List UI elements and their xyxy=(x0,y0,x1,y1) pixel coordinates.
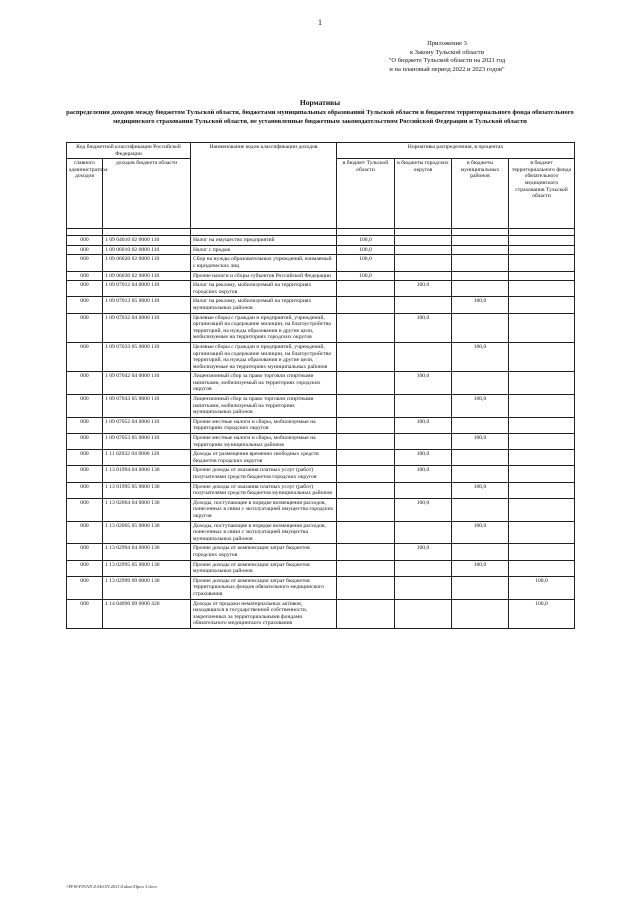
row-district-norm xyxy=(452,255,509,271)
row-name: Сбор на нужды образовательных учреждений, взимаемый с юридических лиц xyxy=(191,255,337,271)
row-region-norm xyxy=(337,297,395,313)
row-code: 1 09 06030 02 0000 110 xyxy=(103,271,191,281)
document-subtitle: распределения доходов между бюджетом Тульской области, бюджетами муниципальных образований Тульской области и бюджетом территориального фонда обязательного медицинского страхования Тульской области, не установленные бюджетным законодательством Российской Федерации и Тульской области xyxy=(66,109,574,125)
row-admin: 000 xyxy=(67,498,103,521)
row-region-norm xyxy=(337,521,395,544)
table-body xyxy=(67,229,575,629)
header-col-city: в бюджеты городских округов xyxy=(395,159,452,229)
row-region-norm: 100,0 xyxy=(337,271,395,281)
row-name: Прочие доходы от оказания платных услуг (работ) получателями средств бюджетов муниципальных районов xyxy=(191,482,337,498)
row-city-norm: 100,0 xyxy=(395,372,452,395)
row-fund-norm xyxy=(509,450,575,466)
row-city-norm: 100,0 xyxy=(395,450,452,466)
table-row xyxy=(67,576,575,599)
row-admin: 000 xyxy=(67,236,103,246)
row-code: 1 09 07033 05 0000 110 xyxy=(103,342,191,371)
row-name: Прочие доходы от оказания платных услуг (работ) получателями средств бюджетов городских округов xyxy=(191,466,337,482)
row-name: Прочие доходы от компенсации затрат бюджетов городских округов xyxy=(191,544,337,560)
appendix-line: "О бюджете Тульской области на 2021 год xyxy=(388,57,506,64)
row-name: Доходы от размещения временно свободных средств бюджетов городских округов xyxy=(191,450,337,466)
row-admin: 000 xyxy=(67,450,103,466)
row-region-norm xyxy=(337,434,395,450)
row-code: 1 09 07013 05 0000 110 xyxy=(103,297,191,313)
row-code: 1 11 02032 04 0000 120 xyxy=(103,450,191,466)
row-city-norm xyxy=(395,342,452,371)
row-district-norm xyxy=(452,281,509,297)
row-region-norm xyxy=(337,599,395,628)
row-code: 1 13 01995 05 0000 130 xyxy=(103,482,191,498)
row-code: 1 13 01994 04 0000 130 xyxy=(103,466,191,482)
row-name: Налог на рекламу, мобилизуемый на территориях городских округов xyxy=(191,281,337,297)
row-district-norm: 100,0 xyxy=(452,342,509,371)
row-fund-norm xyxy=(509,521,575,544)
table-row xyxy=(67,466,575,482)
norms-table xyxy=(66,142,575,629)
row-region-norm: 100,0 xyxy=(337,245,395,255)
row-city-norm: 100,0 xyxy=(395,281,452,297)
table-row xyxy=(67,236,575,246)
row-code: 1 14 04090 09 0000 420 xyxy=(103,599,191,628)
header-norms-group: Нормативы распределения, в процентах xyxy=(337,143,575,159)
row-name: Лицензионный сбор за право торговли спиртными напитками, мобилизуемый на территориях городских округов xyxy=(191,372,337,395)
row-fund-norm xyxy=(509,434,575,450)
row-fund-norm xyxy=(509,498,575,521)
row-district-norm xyxy=(452,450,509,466)
row-city-norm: 100,0 xyxy=(395,466,452,482)
row-code: 1 13 02999 09 0000 130 xyxy=(103,576,191,599)
row-district-norm xyxy=(452,372,509,395)
table-row xyxy=(67,599,575,628)
row-district-norm xyxy=(452,466,509,482)
row-fund-norm xyxy=(509,281,575,297)
row-admin: 000 xyxy=(67,560,103,576)
row-region-norm xyxy=(337,372,395,395)
row-code: 1 09 07012 04 0000 110 xyxy=(103,281,191,297)
row-city-norm: 100,0 xyxy=(395,498,452,521)
row-code: 1 13 02995 05 0000 130 xyxy=(103,560,191,576)
row-name: Доходы от продажи нематериальных активов, находящихся в государственной собственности, закрепленных за территориальными фондами обязательного медицинского страхования xyxy=(191,599,337,628)
appendix-line: Приложение 3 xyxy=(427,40,467,47)
header-row-top xyxy=(67,143,575,159)
row-region-norm xyxy=(337,417,395,433)
spacer-row xyxy=(67,229,575,236)
row-admin: 000 xyxy=(67,297,103,313)
row-admin: 000 xyxy=(67,271,103,281)
row-fund-norm xyxy=(509,313,575,342)
row-code: 1 09 07052 04 0000 110 xyxy=(103,417,191,433)
row-name: Доходы, поступающие в порядке возмещения расходов, понесенных в связи с эксплуатацией имущества муниципальных районов xyxy=(191,521,337,544)
row-region-norm xyxy=(337,498,395,521)
row-name: Прочие налоги и сборы субъектов Российской Федерации xyxy=(191,271,337,281)
row-district-norm: 100,0 xyxy=(452,297,509,313)
row-city-norm xyxy=(395,255,452,271)
row-code: 1 09 06010 02 0000 110 xyxy=(103,245,191,255)
table-row xyxy=(67,313,575,342)
header-income-code: доходов бюджета области xyxy=(103,159,191,229)
header-col-fund: в бюджет территориального фонда обязательного медицинского страхования Тульской области xyxy=(509,159,575,229)
table-row xyxy=(67,450,575,466)
row-fund-norm xyxy=(509,560,575,576)
table-row xyxy=(67,271,575,281)
row-fund-norm xyxy=(509,417,575,433)
row-name: Целевые сборы с граждан и предприятий, учреждений, организаций на содержание милиции, на благоустройство территорий, на нужды образования и другие цели, мобилизуемые на территориях муниципальных районов xyxy=(191,342,337,371)
row-admin: 000 xyxy=(67,599,103,628)
row-city-norm xyxy=(395,236,452,246)
row-region-norm xyxy=(337,576,395,599)
row-city-norm xyxy=(395,297,452,313)
row-district-norm xyxy=(452,245,509,255)
row-name: Прочие местные налоги и сборы, мобилизуемые на территориях городских округов xyxy=(191,417,337,433)
row-district-norm xyxy=(452,236,509,246)
row-admin: 000 xyxy=(67,417,103,433)
row-region-norm: 100,0 xyxy=(337,236,395,246)
row-fund-norm xyxy=(509,466,575,482)
row-city-norm: 100,0 xyxy=(395,313,452,342)
row-city-norm xyxy=(395,482,452,498)
header-col-region: в бюджет Тульской области xyxy=(337,159,395,229)
row-admin: 000 xyxy=(67,281,103,297)
appendix-header xyxy=(352,40,542,74)
row-admin: 000 xyxy=(67,395,103,418)
row-fund-norm xyxy=(509,372,575,395)
row-fund-norm xyxy=(509,544,575,560)
row-name: Целевые сборы с граждан и предприятий, учреждений, организаций на содержание милиции, на благоустройство территорий, на нужды образования и другие цели, мобилизуемые на территориях городских округов xyxy=(191,313,337,342)
row-fund-norm xyxy=(509,245,575,255)
row-admin: 000 xyxy=(67,434,103,450)
row-code: 1 13 02994 04 0000 130 xyxy=(103,544,191,560)
row-fund-norm xyxy=(509,236,575,246)
row-code: 1 13 02064 04 0000 130 xyxy=(103,498,191,521)
table-row xyxy=(67,417,575,433)
row-city-norm xyxy=(395,599,452,628)
row-admin: 000 xyxy=(67,313,103,342)
row-name: Прочие доходы от компенсации затрат бюджетов муниципальных районов xyxy=(191,560,337,576)
table-row xyxy=(67,544,575,560)
row-fund-norm xyxy=(509,297,575,313)
row-district-norm xyxy=(452,544,509,560)
row-name: Прочие местные налоги и сборы, мобилизуемые на территориях муниципальных районов xyxy=(191,434,337,450)
row-city-norm xyxy=(395,395,452,418)
appendix-line: и на плановый период 2022 и 2023 годов" xyxy=(389,65,505,73)
table-row xyxy=(67,297,575,313)
row-city-norm: 100,0 xyxy=(395,417,452,433)
row-region-norm xyxy=(337,342,395,371)
file-path-footer: \\PFIS\FINAN\ZAKON\2021\Zakon\Прил 3.docx xyxy=(66,884,158,889)
row-admin: 000 xyxy=(67,255,103,271)
table-row xyxy=(67,434,575,450)
row-admin: 000 xyxy=(67,482,103,498)
header-col-district: в бюджеты муниципальных районов xyxy=(452,159,509,229)
row-admin: 000 xyxy=(67,372,103,395)
page-number: 1 xyxy=(318,18,322,27)
header-name: Наименование кодов классификации доходов xyxy=(191,143,337,229)
row-code: 1 09 07053 05 0000 110 xyxy=(103,434,191,450)
row-district-norm xyxy=(452,313,509,342)
row-fund-norm xyxy=(509,482,575,498)
row-fund-norm xyxy=(509,271,575,281)
row-fund-norm: 100,0 xyxy=(509,599,575,628)
table-row xyxy=(67,482,575,498)
row-name: Лицензионный сбор за право торговли спиртными напитками, мобилизуемый на территориях муниципальных районов xyxy=(191,395,337,418)
row-code: 1 09 07042 04 0000 110 xyxy=(103,372,191,395)
row-region-norm xyxy=(337,395,395,418)
table-row xyxy=(67,395,575,418)
table-row xyxy=(67,560,575,576)
row-city-norm xyxy=(395,271,452,281)
table-row xyxy=(67,521,575,544)
row-district-norm xyxy=(452,599,509,628)
table-row xyxy=(67,498,575,521)
row-region-norm xyxy=(337,482,395,498)
row-region-norm xyxy=(337,560,395,576)
row-district-norm xyxy=(452,271,509,281)
row-district-norm: 100,0 xyxy=(452,521,509,544)
row-admin: 000 xyxy=(67,576,103,599)
row-code: 1 13 02065 05 0000 130 xyxy=(103,521,191,544)
row-name: Налог на имущество предприятий xyxy=(191,236,337,246)
row-fund-norm xyxy=(509,342,575,371)
table-row xyxy=(67,372,575,395)
row-district-norm: 100,0 xyxy=(452,395,509,418)
table-row xyxy=(67,281,575,297)
row-city-norm xyxy=(395,245,452,255)
row-city-norm xyxy=(395,576,452,599)
row-region-norm xyxy=(337,466,395,482)
appendix-line: к Закону Тульской области xyxy=(410,48,484,56)
row-admin: 000 xyxy=(67,342,103,371)
row-fund-norm: 100,0 xyxy=(509,576,575,599)
row-district-norm: 100,0 xyxy=(452,482,509,498)
table-row xyxy=(67,342,575,371)
row-region-norm: 100,0 xyxy=(337,255,395,271)
row-name: Налог с продаж xyxy=(191,245,337,255)
row-region-norm xyxy=(337,281,395,297)
header-admin: главного администратора доходов xyxy=(67,159,103,229)
header-code-group: Код бюджетной классификации Российской Федерации xyxy=(67,143,191,159)
row-code: 1 09 07043 05 0000 110 xyxy=(103,395,191,418)
table-row xyxy=(67,255,575,271)
row-code: 1 09 06020 02 0000 110 xyxy=(103,255,191,271)
row-district-norm: 100,0 xyxy=(452,434,509,450)
row-region-norm xyxy=(337,544,395,560)
row-city-norm: 100,0 xyxy=(395,544,452,560)
row-code: 1 09 07032 04 0000 110 xyxy=(103,313,191,342)
row-city-norm xyxy=(395,560,452,576)
row-fund-norm xyxy=(509,395,575,418)
row-admin: 000 xyxy=(67,521,103,544)
row-city-norm xyxy=(395,434,452,450)
row-name: Налог на рекламу, мобилизуемый на территориях муниципальных районов xyxy=(191,297,337,313)
row-fund-norm xyxy=(509,255,575,271)
row-district-norm: 100,0 xyxy=(452,560,509,576)
row-admin: 000 xyxy=(67,466,103,482)
row-region-norm xyxy=(337,450,395,466)
row-code: 1 09 04010 02 0000 110 xyxy=(103,236,191,246)
row-district-norm xyxy=(452,417,509,433)
table-row xyxy=(67,245,575,255)
row-admin: 000 xyxy=(67,245,103,255)
document-title: Нормативы xyxy=(299,98,341,107)
row-district-norm xyxy=(452,576,509,599)
row-admin: 000 xyxy=(67,544,103,560)
row-city-norm xyxy=(395,521,452,544)
row-region-norm xyxy=(337,313,395,342)
row-district-norm xyxy=(452,498,509,521)
row-name: Доходы, поступающие в порядке возмещения расходов, понесенных в связи с эксплуатацией имущества городских округов xyxy=(191,498,337,521)
row-name: Прочие доходы от компенсации затрат бюджетов территориальных фондов обязательного медицинского страхования xyxy=(191,576,337,599)
